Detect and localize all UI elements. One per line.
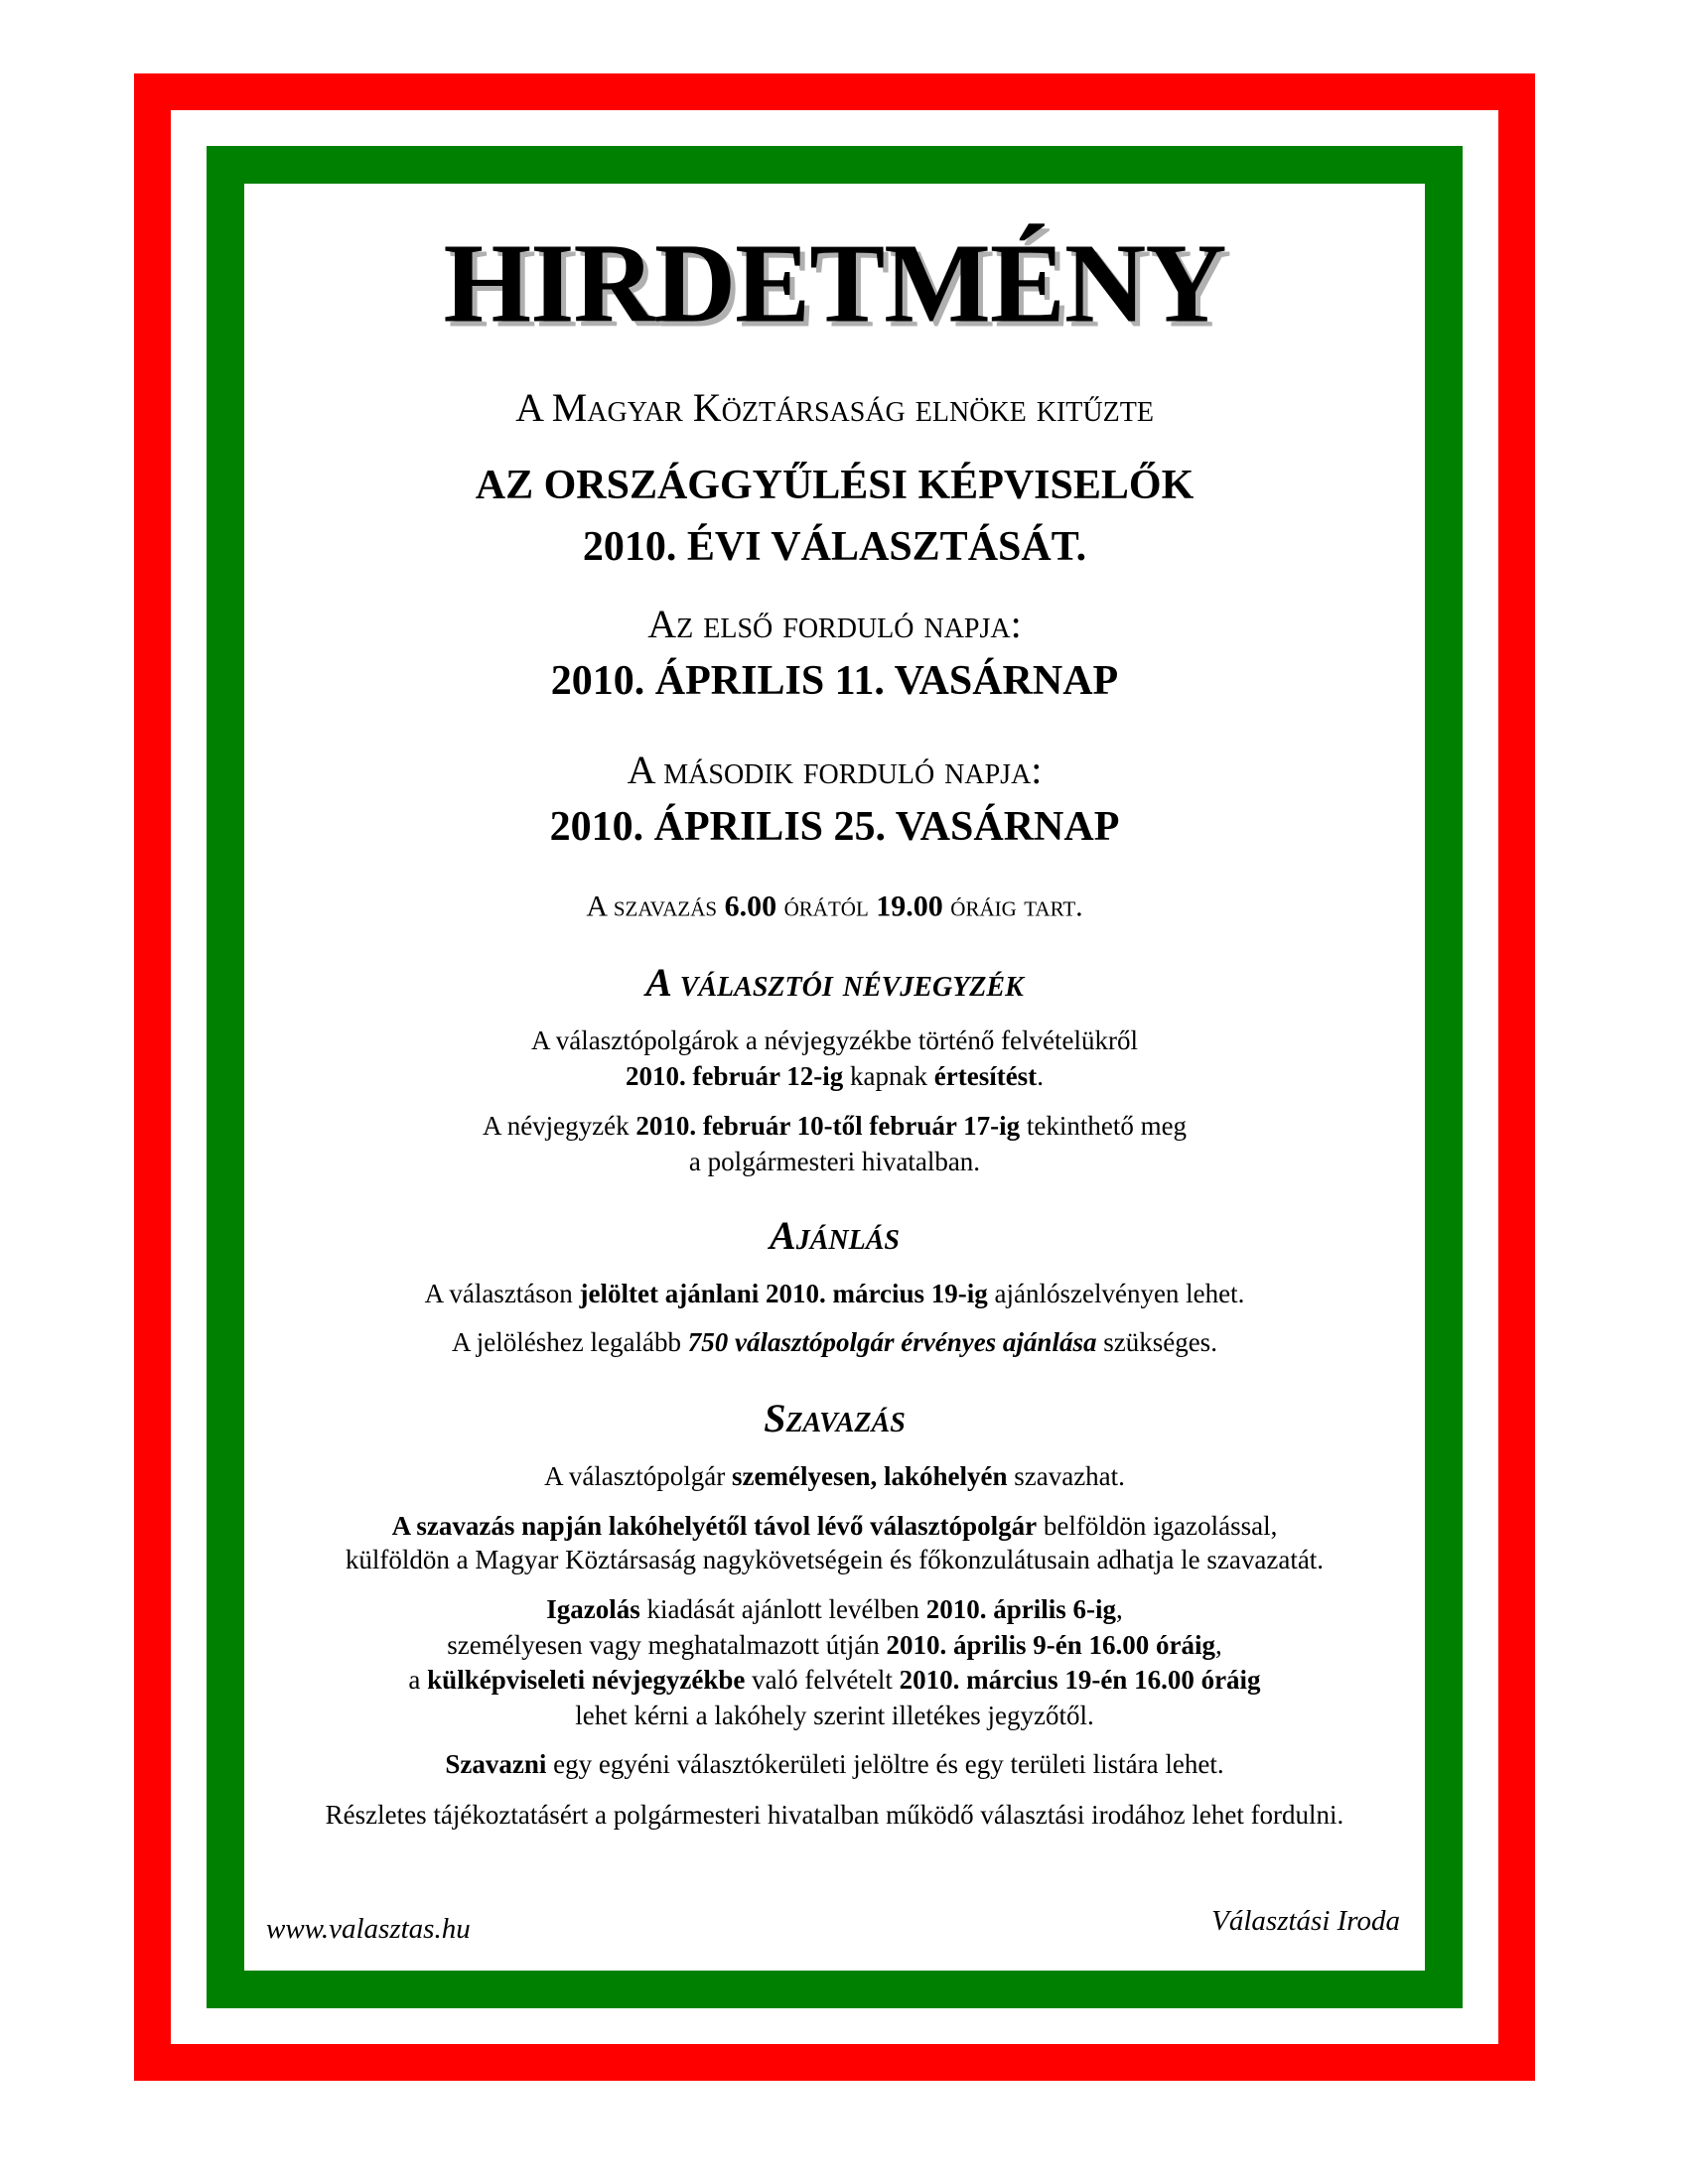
text-segment: személyesen, lakóhelyén: [732, 1461, 1008, 1492]
text-segment: ,: [1115, 1594, 1123, 1625]
text-segment: szükséges.: [1096, 1327, 1217, 1358]
text-segment: lehet kérni a lakóhely szerint illetékes jegyzőtől.: [575, 1701, 1094, 1731]
text-segment: belföldön igazolással,: [1037, 1511, 1278, 1542]
text-segment: órától: [776, 889, 877, 923]
notice-title: HIRDETMÉNY: [443, 219, 1226, 346]
notice-line: [244, 1666, 1425, 1696]
text-segment: kapnak: [843, 1061, 934, 1092]
text-segment: jelöltet ajánlani 2010. március 19-ig: [579, 1279, 988, 1309]
text-segment: ajánlószelvényen lehet.: [987, 1279, 1245, 1309]
notice-line: [244, 1546, 1425, 1575]
text-segment: 2010. február 10-től február 17-ig: [635, 1111, 1021, 1142]
notice-line: [244, 1026, 1425, 1056]
text-segment: Igazolás: [546, 1594, 640, 1625]
text-segment: A választáson: [424, 1279, 580, 1309]
text-segment: 19.00: [876, 889, 943, 923]
notice-line: [244, 1595, 1425, 1625]
text-segment: 6.00: [724, 889, 777, 923]
notice-line: [244, 1112, 1425, 1142]
text-segment: Részletes tájékoztatásért a polgármesteri hivatalban működő választási irodához lehet fordulni.: [325, 1800, 1344, 1831]
notice-line: [244, 890, 1425, 923]
text-segment: kiadását ajánlott levélben: [639, 1594, 926, 1625]
text-segment: a: [408, 1665, 428, 1696]
notice-line: [244, 749, 1425, 792]
text-segment: óráig tart.: [942, 889, 1083, 923]
text-segment: 750 választópolgár érvényes ajánlása: [687, 1327, 1097, 1358]
text-segment: 2010. április 9-én 16.00 óráig: [886, 1630, 1216, 1661]
text-segment: A második forduló napja:: [627, 748, 1043, 792]
text-segment: A választópolgár: [544, 1461, 733, 1492]
text-segment: egy egyéni választókerületi jelöltre és egy területi listára lehet.: [546, 1749, 1224, 1780]
text-segment: 2010. március 19-én 16.00 óráig: [899, 1665, 1261, 1696]
text-segment: Szavazás: [764, 1396, 906, 1440]
notice-line: [244, 1062, 1425, 1092]
text-segment: 2010. április 6-ig: [925, 1594, 1116, 1625]
text-segment: A választópolgárok a névjegyzékbe történő felvételükről: [530, 1025, 1139, 1056]
text-segment: tekinthető meg: [1020, 1111, 1188, 1142]
text-segment: 2010. ÁPRILIS 11. VASÁRNAP: [550, 657, 1119, 704]
notice-line: [244, 1280, 1425, 1309]
website-link[interactable]: www.valasztas.hu: [266, 1913, 471, 1945]
notice-line: [244, 1801, 1425, 1831]
notice-line: [244, 1512, 1425, 1542]
notice-line: [244, 1148, 1425, 1177]
text-segment: személyesen vagy meghatalmazott útján: [447, 1630, 887, 1661]
text-segment: A Magyar Köztársaság elnöke kitűzte: [515, 385, 1154, 430]
text-segment: A névjegyzék: [482, 1111, 636, 1142]
text-segment: külföldön a Magyar Köztársaság nagykövetségein és főkonzulátusain adhatja le szavazatát.: [345, 1545, 1325, 1575]
text-segment: A jelöléshez legalább: [452, 1327, 688, 1358]
notice-line: [244, 658, 1425, 704]
notice-line: [244, 386, 1425, 430]
text-segment: A választói névjegyzék: [645, 960, 1024, 1005]
text-segment: Ajánlás: [770, 1213, 900, 1258]
notice-line: [244, 524, 1425, 570]
text-segment: A szavazás napján lakóhelyétől távol lévő választópolgár: [391, 1511, 1038, 1542]
text-segment: 2010. február 12-ig: [626, 1061, 844, 1092]
notice-line: [244, 1631, 1425, 1661]
notice-line: [244, 1462, 1425, 1492]
section-heading: [244, 961, 1425, 1005]
text-segment: 2010. ÉVI VÁLASZTÁSÁT.: [582, 523, 1087, 570]
text-segment: Az első forduló napja:: [647, 602, 1022, 646]
signature: Választási Iroda: [1211, 1905, 1400, 1937]
notice-line: [244, 1328, 1425, 1358]
notice-line: [244, 1702, 1425, 1731]
text-segment: AZ ORSZÁGGYŰLÉSI KÉPVISELŐK: [475, 462, 1195, 508]
text-segment: értesítést: [933, 1061, 1038, 1092]
notice-line: [244, 1750, 1425, 1780]
text-segment: való felvételt: [745, 1665, 900, 1696]
text-segment: 2010. ÁPRILIS 25. VASÁRNAP: [549, 803, 1120, 850]
notice-line: [244, 463, 1425, 508]
text-segment: A szavazás: [586, 889, 725, 923]
text-segment: a polgármesteri hivatalban.: [688, 1147, 981, 1177]
notice-line: [244, 804, 1425, 850]
text-segment: Szavazni: [445, 1749, 547, 1780]
text-segment: ,: [1215, 1630, 1222, 1661]
section-heading: [244, 1397, 1425, 1440]
notice-line: [244, 603, 1425, 646]
text-segment: .: [1037, 1061, 1044, 1092]
text-segment: szavazhat.: [1007, 1461, 1125, 1492]
text-segment: külképviseleti névjegyzékbe: [427, 1665, 746, 1696]
section-heading: [244, 1214, 1425, 1258]
